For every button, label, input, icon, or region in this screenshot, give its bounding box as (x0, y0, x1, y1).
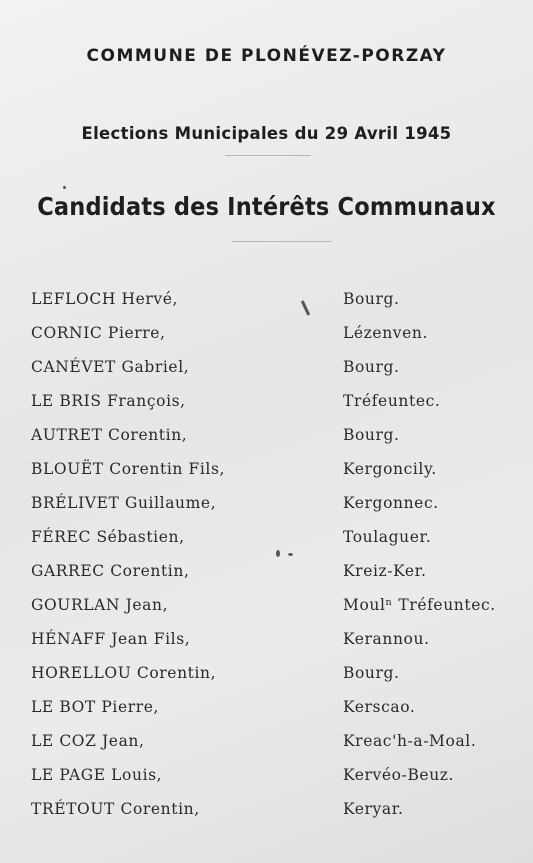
list-item (0, 766, 533, 800)
candidate-place: Kervéo-Beuz. (343, 766, 455, 784)
candidate-place: Lézenven. (343, 324, 429, 342)
ink-speck (63, 186, 66, 189)
candidate-name: LE BOT Pierre, (31, 698, 160, 716)
list-item (0, 732, 533, 766)
candidate-place: Moulⁿ Tréfeuntec. (343, 596, 496, 614)
list-item (0, 528, 533, 562)
list-item (0, 290, 533, 324)
list-item (0, 324, 533, 358)
list-item (0, 800, 533, 834)
list-item (0, 664, 533, 698)
candidate-name: LEFLOCH Hervé, (31, 290, 179, 308)
candidate-name: GARREC Corentin, (31, 562, 190, 580)
divider (232, 241, 332, 242)
list-item (0, 698, 533, 732)
elections-heading: Elections Municipales du 29 Avril 1945 (81, 124, 452, 143)
list-title: Candidats des Intérêts Communaux (37, 192, 496, 221)
candidate-place: Kergoncily. (343, 460, 437, 478)
ink-speck (276, 550, 280, 557)
divider (225, 155, 311, 156)
candidate-place: Kergonnec. (343, 494, 439, 512)
candidate-name: CANÉVET Gabriel, (31, 358, 190, 376)
candidate-place: Kerscao. (343, 698, 416, 716)
list-item (0, 562, 533, 596)
candidate-name: FÉREC Sébastien, (31, 528, 185, 546)
candidate-place: Kreac'h-a-Moal. (343, 732, 477, 750)
candidate-name: LE PAGE Louis, (31, 766, 163, 784)
candidate-name: BRÉLIVET Guillaume, (31, 494, 217, 512)
candidate-place: Bourg. (343, 664, 400, 682)
list-item (0, 596, 533, 630)
candidate-place: Tréfeuntec. (343, 392, 441, 410)
candidate-name: GOURLAN Jean, (31, 596, 169, 614)
candidate-name: CORNIC Pierre, (31, 324, 166, 342)
ink-speck (288, 553, 293, 556)
candidate-name: HORELLOU Corentin, (31, 664, 217, 682)
list-item (0, 460, 533, 494)
candidate-place: Bourg. (343, 290, 400, 308)
candidate-place: Keryar. (343, 800, 404, 818)
candidate-name: HÉNAFF Jean Fils, (31, 630, 191, 648)
candidate-place: Kreiz-Ker. (343, 562, 427, 580)
candidate-name: AUTRET Corentin, (31, 426, 188, 444)
list-item (0, 426, 533, 460)
candidate-name: LE COZ Jean, (31, 732, 145, 750)
candidate-place: Toulaguer. (343, 528, 432, 546)
candidate-name: BLOUËT Corentin Fils, (31, 460, 226, 478)
list-item (0, 630, 533, 664)
candidate-name: LE BRIS François, (31, 392, 186, 410)
commune-heading: COMMUNE DE PLONÉVEZ-PORZAY (86, 46, 447, 66)
candidate-place: Bourg. (343, 358, 400, 376)
list-item (0, 494, 533, 528)
list-item (0, 358, 533, 392)
candidate-name: TRÉTOUT Corentin, (31, 800, 200, 818)
candidate-place: Bourg. (343, 426, 400, 444)
list-item (0, 392, 533, 426)
candidate-place: Kerannou. (343, 630, 430, 648)
